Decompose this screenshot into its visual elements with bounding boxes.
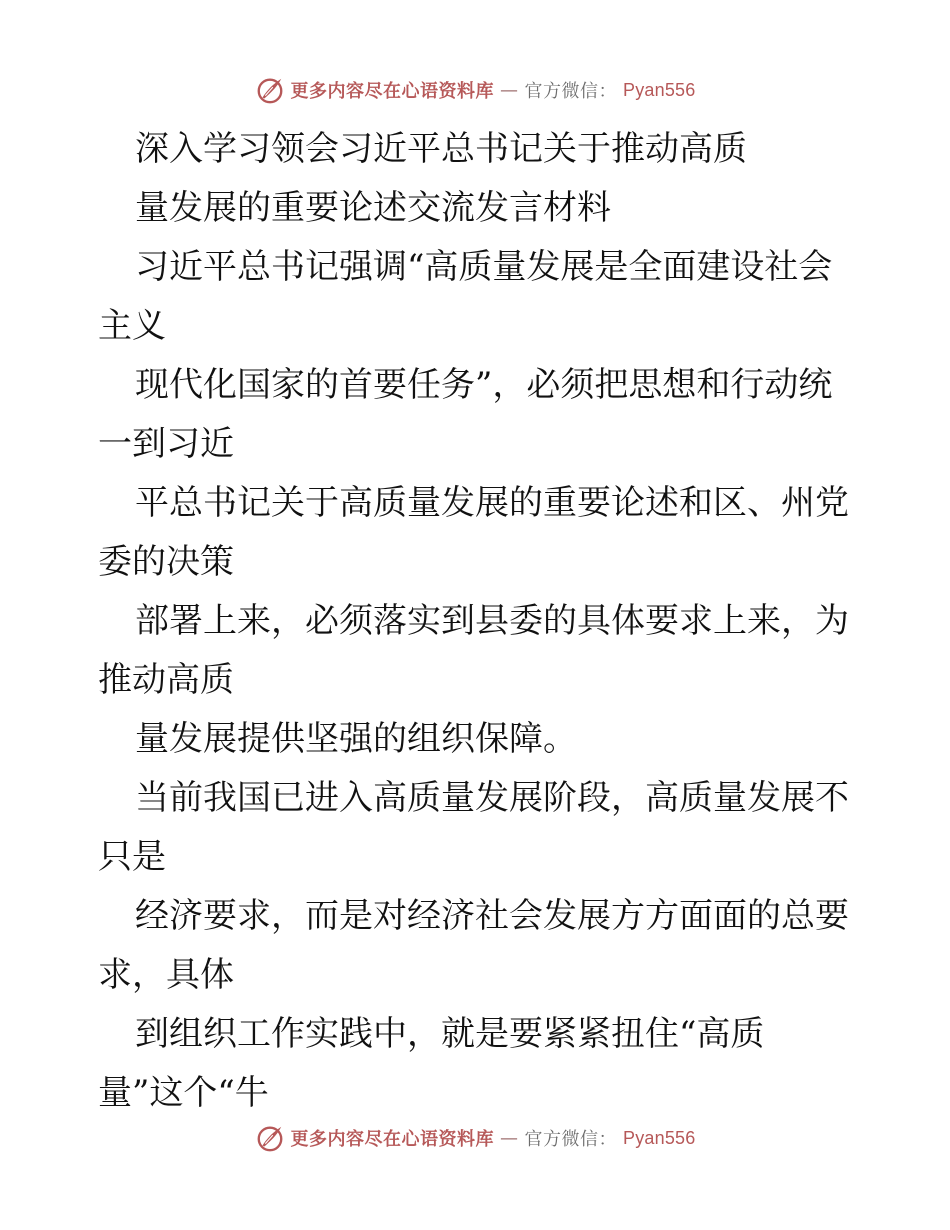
paragraph-line: 现代化国家的首要任务”，必须把思想和行动统 [135, 365, 833, 405]
paragraph-line: 平总书记关于高质量发展的重要论述和区、州党 [135, 483, 849, 523]
paragraph-line: 委的决策 [98, 542, 234, 582]
wechat-label: 官方微信： [524, 81, 618, 102]
paragraph-line: 推动高质 [98, 660, 234, 700]
quill-logo-icon [255, 1123, 285, 1153]
document-body [98, 120, 858, 1123]
paragraph-line: 当前我国已进入高质量发展阶段，高质量发展不 [135, 778, 849, 818]
paragraph-line: 量”这个“牛 [98, 1073, 269, 1113]
paragraph-line: 部署上来，必须落实到县委的具体要求上来，为 [135, 601, 849, 641]
doc-title-line-2: 量发展的重要论述交流发言材料 [135, 188, 611, 228]
footer-watermark [0, 1118, 950, 1158]
header-watermark [0, 70, 950, 110]
quill-logo-icon [255, 75, 285, 105]
wechat-id: Pyan556 [623, 79, 696, 100]
brand-text: 更多内容尽在心语资料库 [290, 1129, 495, 1150]
paragraph-line: 到组织工作实践中，就是要紧紧扭住“高质 [135, 1014, 765, 1054]
brand-separator: — [500, 79, 519, 101]
wechat-label: 官方微信： [524, 1129, 618, 1150]
paragraph-line: 经济要求，而是对经济社会发展方方面面的总要 [135, 896, 849, 936]
paragraph-line: 只是 [98, 837, 166, 877]
brand-separator: — [500, 1127, 519, 1149]
paragraph-line: 量发展提供坚强的组织保障。 [135, 719, 577, 759]
paragraph-line: 主义 [98, 306, 166, 346]
wechat-id: Pyan556 [623, 1127, 696, 1148]
brand-text: 更多内容尽在心语资料库 [290, 81, 495, 102]
doc-title-line-1: 深入学习领会习近平总书记关于推动高质 [135, 129, 747, 169]
paragraph-line: 一到习近 [98, 424, 234, 464]
paragraph-line: 习近平总书记强调“高质量发展是全面建设社会 [135, 247, 833, 287]
paragraph-line: 求，具体 [98, 955, 234, 995]
